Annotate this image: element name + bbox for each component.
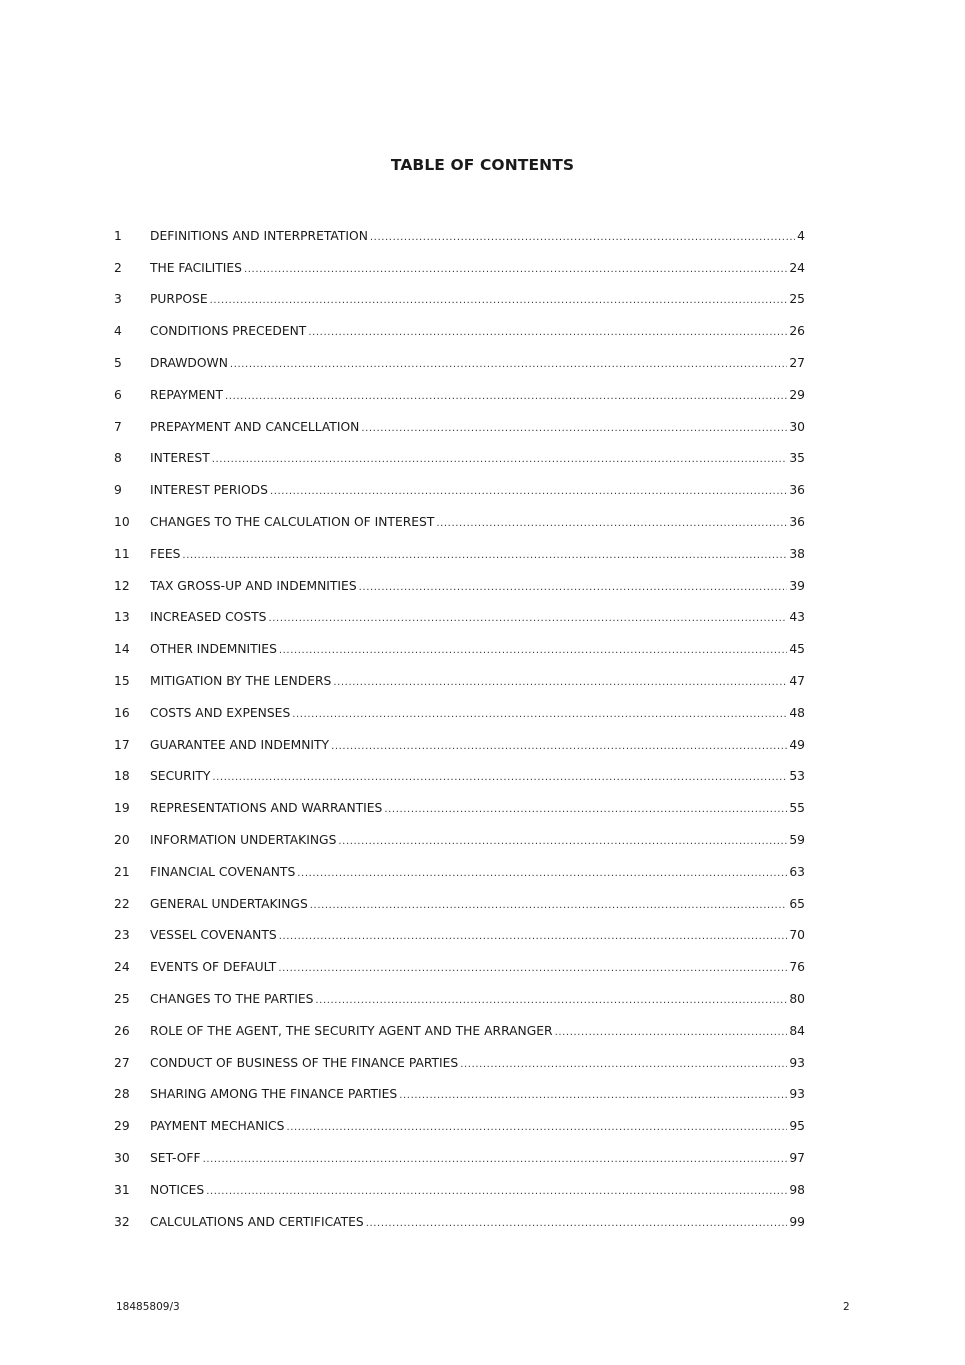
toc-entry-label: FINANCIAL COVENANTS (150, 864, 296, 879)
toc-entry-number: 26 (114, 1023, 130, 1038)
toc-entry-line (150, 1024, 805, 1038)
toc-entry-label: CONDITIONS PRECEDENT (150, 324, 307, 339)
toc-entry-page: 95 (789, 1119, 805, 1134)
dot-leader (292, 706, 787, 720)
dot-leader (225, 388, 787, 402)
dot-leader (279, 928, 788, 942)
dot-leader (359, 579, 788, 593)
toc-entry-number: 2 (114, 260, 122, 275)
toc-entry-number: 4 (114, 324, 122, 339)
toc-entry-label: EVENTS OF DEFAULT (150, 960, 277, 975)
toc-entry-number: 22 (114, 896, 130, 911)
toc-entry-number: 20 (114, 833, 130, 848)
toc-entry-label: CONDUCT OF BUSINESS OF THE FINANCE PARTIES (150, 1055, 459, 1070)
toc-entry[interactable] (114, 602, 805, 634)
toc-entry-label: CHANGES TO THE CALCULATION OF INTEREST (150, 515, 435, 530)
toc-entry-line (150, 897, 805, 911)
toc-entry-page: 39 (789, 578, 805, 593)
toc-entry[interactable] (114, 1079, 805, 1111)
toc-entry-page: 49 (789, 737, 805, 752)
toc-entry-line (150, 865, 805, 879)
toc-entry-line (150, 356, 805, 370)
dot-leader (436, 515, 787, 529)
toc-entry-page: 93 (789, 1087, 805, 1102)
toc-entry[interactable] (114, 761, 805, 793)
toc-entry-line (150, 801, 805, 815)
toc-entry[interactable] (114, 1047, 805, 1079)
dot-leader (244, 261, 787, 275)
toc-entry-line (150, 420, 805, 434)
toc-entry-page: 63 (789, 864, 805, 879)
toc-entry[interactable] (114, 411, 805, 443)
toc-entry-page: 97 (789, 1151, 805, 1165)
toc-entry-number: 5 (114, 356, 122, 371)
toc-entry[interactable] (114, 570, 805, 602)
toc-entry-label: SHARING AMONG THE FINANCE PARTIES (150, 1087, 398, 1102)
toc-entry-number: 15 (114, 674, 130, 689)
toc-entry-label: NOTICES (150, 1182, 205, 1197)
toc-entry-line (150, 1215, 805, 1229)
toc-entry[interactable] (114, 220, 805, 252)
toc-entry-page: 35 (789, 451, 805, 466)
toc-entry-label: INCREASED COSTS (150, 610, 267, 625)
toc-entry-page: 99 (789, 1214, 805, 1229)
dot-leader (270, 483, 787, 497)
dot-leader (230, 356, 787, 370)
toc-entry-label: OTHER INDEMNITIES (150, 642, 277, 657)
toc-entry-line (150, 324, 805, 338)
toc-entry-page: 59 (789, 833, 805, 848)
toc-entry[interactable] (114, 1015, 805, 1047)
toc-entry-line (150, 674, 805, 688)
toc-entry-number: 6 (114, 387, 122, 402)
toc-entry-label: PAYMENT MECHANICS (150, 1119, 285, 1134)
toc-entry-page: 48 (789, 705, 805, 720)
toc-entry-page: 43 (789, 610, 805, 625)
dot-leader (297, 865, 787, 879)
dot-leader (333, 674, 787, 688)
toc-entry-page: 93 (789, 1055, 805, 1070)
toc-entry-line (150, 261, 805, 275)
page-number: 2 (843, 1301, 850, 1313)
toc-entry-line (150, 738, 805, 752)
toc-entry-page: 36 (789, 483, 805, 498)
toc-entry-number: 7 (114, 419, 122, 434)
toc-entry-line (150, 769, 805, 783)
toc-entry-number: 12 (114, 578, 130, 593)
toc-entry[interactable] (114, 920, 805, 952)
toc-entry-page: 45 (789, 642, 805, 657)
toc-entry-line (150, 992, 805, 1006)
dot-leader (210, 292, 788, 306)
toc-entry-number: 27 (114, 1055, 130, 1070)
toc-entry-number: 10 (114, 515, 130, 530)
toc-entry-label: PURPOSE (150, 292, 208, 307)
dot-leader (366, 1215, 788, 1229)
toc-entry[interactable] (114, 729, 805, 761)
dot-leader (182, 547, 787, 561)
toc-entry[interactable] (114, 1110, 805, 1142)
toc-entry-line (150, 928, 805, 942)
dot-leader (212, 769, 787, 783)
toc-entry-line (150, 1119, 805, 1133)
toc-entry-number: 25 (114, 992, 130, 1007)
toc-entry[interactable] (114, 665, 805, 697)
toc-entry[interactable] (114, 633, 805, 665)
toc-entry[interactable] (114, 252, 805, 284)
toc-entry[interactable] (114, 538, 805, 570)
toc-entry-line (150, 642, 805, 656)
toc-entry-number: 13 (114, 610, 130, 625)
dot-leader (286, 1119, 787, 1133)
dot-leader (279, 642, 787, 656)
dot-leader (338, 833, 787, 847)
toc-entry-page: 98 (789, 1182, 805, 1197)
toc-entry-line (150, 515, 805, 529)
toc-entry[interactable] (114, 824, 805, 856)
toc-entry-line (150, 229, 805, 243)
toc-entry-page: 26 (789, 324, 805, 339)
toc-entry-number: 23 (114, 928, 130, 943)
toc-entry-page: 30 (789, 419, 805, 434)
toc-entry-number: 11 (114, 546, 130, 561)
toc-entry-page: 84 (789, 1023, 805, 1038)
dot-leader (308, 324, 787, 338)
toc-entry-number: 30 (114, 1151, 130, 1165)
toc-entry-number: 32 (114, 1214, 130, 1229)
toc-entry[interactable] (114, 856, 805, 888)
toc-entry-line (150, 1056, 805, 1070)
toc-entry[interactable] (114, 284, 805, 316)
dot-leader (331, 738, 787, 752)
toc-entry-number: 14 (114, 642, 130, 657)
toc-entry-number: 1 (114, 228, 122, 243)
toc-entry-page: 29 (789, 387, 805, 402)
dot-leader (399, 1087, 787, 1101)
toc-entry-line (150, 388, 805, 402)
toc-entry-number: 31 (114, 1182, 130, 1197)
dot-leader (384, 801, 787, 815)
dot-leader (315, 992, 787, 1006)
dot-leader (460, 1056, 787, 1070)
toc-entry-number: 16 (114, 705, 130, 720)
toc-entry-line (150, 483, 805, 497)
toc-title: TABLE OF CONTENTS (390, 156, 575, 174)
toc-entry[interactable] (114, 474, 805, 506)
toc-entry-line (150, 451, 805, 465)
toc-entry-line (150, 1087, 805, 1101)
toc-entry[interactable] (114, 315, 805, 347)
toc-entry-page: 47 (789, 674, 805, 689)
toc-list (114, 220, 805, 1238)
dot-leader (370, 229, 795, 243)
dot-leader (206, 1183, 787, 1197)
toc-entry-line (150, 833, 805, 847)
toc-entry-page: 27 (789, 356, 805, 371)
toc-entry[interactable] (114, 951, 805, 983)
toc-entry-line (150, 1151, 805, 1165)
toc-entry-label: VESSEL COVENANTS (150, 928, 277, 943)
toc-entry-label: GUARANTEE AND INDEMNITY (150, 737, 330, 752)
toc-entry[interactable] (114, 443, 805, 475)
toc-entry[interactable] (114, 983, 805, 1015)
toc-entry-line (150, 610, 805, 624)
toc-entry-label: FEES (150, 546, 181, 561)
toc-entry-page: 38 (789, 546, 805, 561)
toc-entry-page: 70 (789, 928, 805, 943)
toc-entry-label: INFORMATION UNDERTAKINGS (150, 833, 337, 848)
toc-entry-line (150, 547, 805, 561)
toc-entry-line (150, 292, 805, 306)
toc-entry-page: 65 (789, 896, 805, 911)
toc-entry-page: 53 (789, 769, 805, 784)
toc-entry-number: 17 (114, 737, 130, 752)
toc-entry[interactable] (114, 1142, 805, 1174)
toc-entry-number: 3 (114, 292, 122, 307)
toc-entry[interactable] (114, 506, 805, 538)
toc-entry-number: 9 (114, 483, 122, 498)
toc-entry-line (150, 1183, 805, 1197)
toc-entry-label: GENERAL UNDERTAKINGS (150, 896, 308, 911)
dot-leader (361, 420, 787, 434)
toc-entry-label: COSTS AND EXPENSES (150, 705, 291, 720)
toc-entry-label: CALCULATIONS AND CERTIFICATES (150, 1214, 364, 1229)
toc-entry[interactable] (114, 379, 805, 411)
toc-entry-label: PREPAYMENT AND CANCELLATION (150, 419, 360, 434)
dot-leader (278, 960, 787, 974)
toc-entry-label: SECURITY (150, 769, 211, 784)
toc-entry-line (150, 579, 805, 593)
toc-entry-page: 25 (789, 292, 805, 307)
toc-entry-label: MITIGATION BY THE LENDERS (150, 674, 332, 689)
toc-entry-label: INTEREST PERIODS (150, 483, 268, 498)
toc-entry[interactable] (114, 1206, 805, 1238)
dot-leader (203, 1151, 788, 1165)
toc-entry-label: DEFINITIONS AND INTERPRETATION (150, 228, 368, 243)
toc-entry-label: ROLE OF THE AGENT, THE SECURITY AGENT AND THE ARRANGER (150, 1023, 553, 1038)
toc-entry[interactable] (114, 792, 805, 824)
toc-entry-label: SET-OFF (150, 1151, 201, 1165)
toc-entry-label: DRAWDOWN (150, 356, 228, 371)
dot-leader (268, 610, 787, 624)
toc-entry-line (150, 706, 805, 720)
toc-entry-label: REPAYMENT (150, 387, 224, 402)
toc-entry-page: 55 (789, 801, 805, 816)
toc-entry-number: 28 (114, 1087, 130, 1102)
toc-entry-label: REPRESENTATIONS AND WARRANTIES (150, 801, 383, 816)
toc-entry-line (150, 960, 805, 974)
dot-leader (212, 451, 788, 465)
toc-entry[interactable] (114, 888, 805, 920)
toc-entry-page: 80 (789, 992, 805, 1007)
toc-entry-number: 18 (114, 769, 130, 784)
toc-entry-number: 24 (114, 960, 130, 975)
toc-entry-number: 29 (114, 1119, 130, 1134)
dot-leader (555, 1024, 788, 1038)
toc-entry-page: 4 (797, 228, 805, 243)
toc-entry-label: INTEREST (150, 451, 210, 466)
toc-entry-number: 8 (114, 451, 122, 466)
toc-entry-page: 24 (789, 260, 805, 275)
document-reference: 18485809/3 (116, 1301, 180, 1313)
toc-entry-number: 19 (114, 801, 130, 816)
toc-entry[interactable] (114, 1174, 805, 1206)
toc-entry[interactable] (114, 697, 805, 729)
dot-leader (310, 897, 788, 911)
toc-entry-label: TAX GROSS-UP AND INDEMNITIES (150, 578, 357, 593)
toc-entry[interactable] (114, 347, 805, 379)
toc-entry-number: 21 (114, 864, 130, 879)
toc-entry-label: THE FACILITIES (150, 260, 242, 275)
toc-entry-page: 76 (789, 960, 805, 975)
toc-entry-label: CHANGES TO THE PARTIES (150, 992, 314, 1007)
toc-entry-page: 36 (789, 515, 805, 530)
